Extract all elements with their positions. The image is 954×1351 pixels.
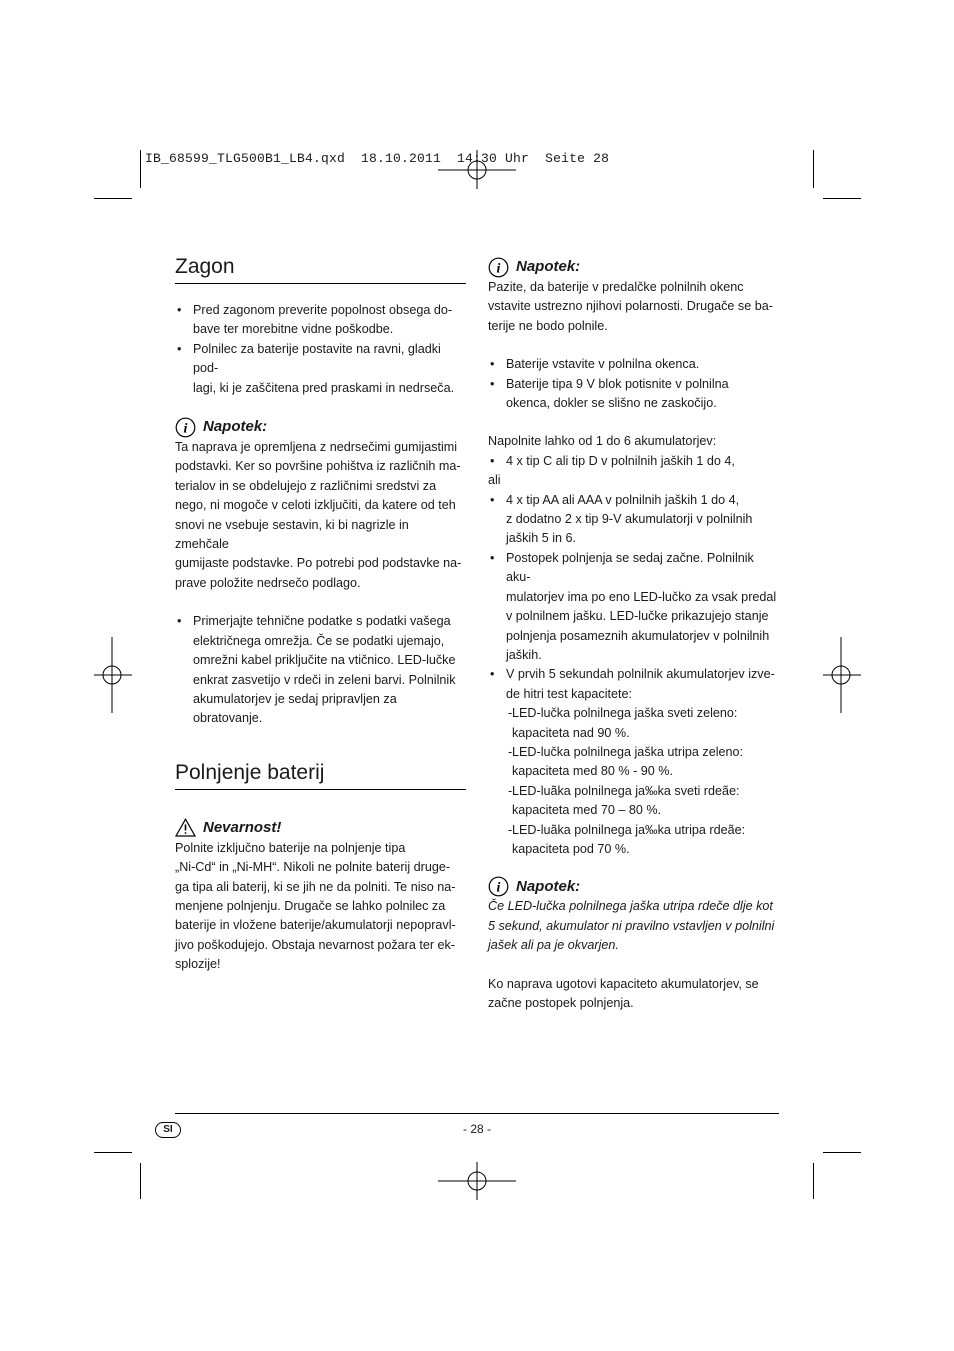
note-text: Če LED-lučka polnilnega jaška utripa rdeče dlje kot 5 sekund, akumulator ni pravilno vstavljen v polnilni jašek ali pa je okvarjen. [488, 899, 775, 953]
list-item: - LED-luãka polnilnega ja‰ka utripa rdeãe: kapaciteta pod 70 %. [506, 821, 780, 860]
svg-text:i: i [496, 261, 501, 276]
charge-list-c [488, 452, 780, 471]
charge-intro: Napolnite lahko od 1 do 6 akumulatorjev: [488, 434, 717, 449]
list-item: • Baterije tipa 9 V blok potisnite v polnilna okenca, dokler se slišno ne zaskočijo. [488, 375, 780, 414]
list-item: - LED-lučka polnilnega jaška sveti zeleno: kapaciteta nad 90 %. [506, 704, 780, 743]
section-title-polnjenje: Polnjenje baterij [175, 760, 466, 790]
note-heading-text: Napotek: [203, 418, 268, 436]
right-column [488, 256, 780, 1013]
page-number: - 28 - [462, 1122, 491, 1136]
zagon-list [175, 301, 466, 398]
capacity-list [506, 704, 780, 859]
connect-list [175, 612, 466, 728]
insert-list [488, 355, 780, 413]
list-item: • Pred zagonom preverite popolnost obsega do- bave ter morebitne vidne poškodbe. [175, 301, 466, 340]
note-heading [488, 256, 780, 278]
note-heading [488, 875, 780, 897]
footer-divider [175, 1113, 779, 1114]
warning-triangle-icon [175, 818, 196, 837]
note-text: Ta naprava je opremljena z nedrsečimi gumijastimi podstavki. Ker so površine pohištva iz različnih ma- terialov in se obdelujejo z različnimi sredstvi za nego, ni mogoče v celoti izključiti, da katere od teh snovi ne vsebuje sestavin, ki bi nagrizle in zmehčale gumijaste podstavke. Po potrebi pod podstavke na- prave položite nedrsečo podlago. [175, 440, 462, 590]
section-title-zagon: Zagon [175, 254, 466, 284]
list-item: • Primerjajte tehnične podatke s podatki vašega električnega omrežja. Če se podatki ujemajo, omrežni kabel priključite na vtičnico. LED-lučke enkrat zasvetijo v rdeči in zeleni barvi. Polnilnik akumulatorjev je sedaj pripravljen za obratovanje. [175, 612, 466, 728]
list-item: • 4 x tip AA ali AAA v polnilnih jaških 1 do 4, z dodatno 2 x tip 9-V akumulatorji v polnilnih jaških 5 in 6. [488, 491, 780, 549]
warning-heading [175, 817, 466, 839]
list-item: - LED-lučka polnilnega jaška utripa zeleno: kapaciteta med 80 % - 90 %. [506, 743, 780, 782]
info-icon [488, 876, 509, 897]
warning-heading-text: Nevarnost! [203, 819, 282, 837]
note-text: Pazite, da baterije v predalčke polnilnih okenc vstavite ustrezno njihovi polarnosti. Drugače se ba- terije ne bodo polnile. [488, 280, 773, 333]
info-icon [488, 257, 509, 278]
ali-text: ali [488, 473, 501, 488]
note-heading [175, 416, 466, 438]
warning-text: Polnite izključno baterije na polnjenje tipa „Ni-Cd“ in „Ni-MH“. Nikoli ne polnite baterij druge- ga tipa ali baterij, ki se jih ne da polniti. Te niso na- menjene polnjenju. Drugače se lahko polnilec za baterije in vložene baterije/akumulatorji nepopravl- jivo poškodujejo. Obstaja nevarnost požara ter ek- splozije! [175, 840, 456, 972]
charge-list [488, 491, 780, 704]
list-item: • Postopek polnjenja se sedaj začne. Polnilnik aku- mulatorjev ima po eno LED-lučko za vsak predal v polnilnem jašku. LED-lučke prikazujejo stanje polnjenja posameznih akumulatorjev v polnilnih jaških. [488, 549, 780, 665]
language-badge: SI [155, 1122, 181, 1138]
list-item: • V prvih 5 sekundah polnilnik akumulatorjev izve- de hitri test kapacitete: [488, 665, 780, 704]
left-column [175, 254, 466, 975]
list-item: • 4 x tip C ali tip D v polnilnih jaških 1 do 4, [488, 452, 780, 471]
svg-text:i: i [496, 880, 501, 896]
list-item: • Baterije vstavite v polnilna okenca. [488, 355, 780, 374]
list-item: - LED-luãka polnilnega ja‰ka sveti rdeãe: kapaciteta med 70 – 80 %. [506, 782, 780, 821]
final-text: Ko naprava ugotovi kapaciteto akumulatorjev, se začne postopek polnjenja. [488, 976, 759, 1010]
svg-text:i: i [183, 421, 188, 437]
info-icon [175, 417, 196, 438]
list-item: • Polnilec za baterije postavite na ravni, gladki pod- lagi, ki je zaščitena pred praskami in nedrseča. [175, 340, 466, 398]
note-heading-text: Napotek: [516, 258, 581, 276]
note-heading-text: Napotek: [516, 877, 581, 895]
file-slug: IB_68599_TLG500B1_LB4.qxd 18.10.2011 14:30 Uhr Seite 28 [145, 151, 610, 166]
